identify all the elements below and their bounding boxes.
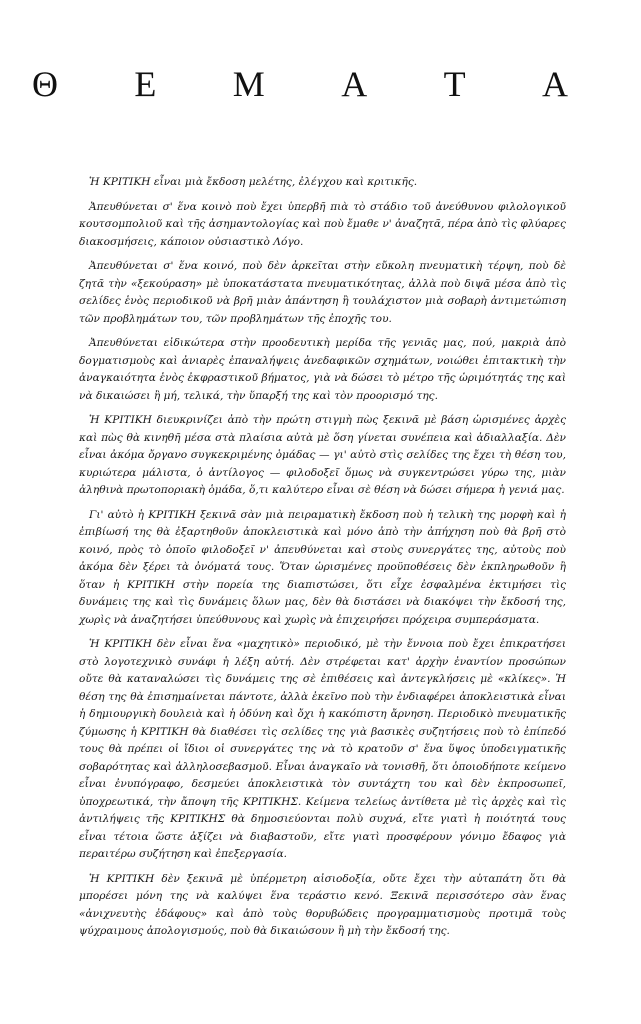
title-letter: Τ	[443, 64, 466, 104]
paragraph: Ἡ ΚΡΙΤΙΚΗ διευκρινίζει ἀπὸ τὴν πρώτη στιγμὴ πὼς ξεκινᾶ μὲ βάση ὡρισμένες ἀρχὲς καὶ πὼς θὰ κινηθῆ μέσα στὰ πλαίσια αὐτὰ μὲ ὅση γίνεται συνέπεια καὶ ἀδιαλλαξία. Δὲν εἶναι ἀκόμα ὄργανο συγκεκριμένης ὁμάδας — γι' αὐτὸ στὶς σελίδες της ἔχει τὴ θέση του, κυριώτερα μάλιστα, ὁ ἀντίλογος — φιλοδοξεῖ ὅμως νὰ συγκεντρώσει γύρω της, μιὰν ἀληθινὰ πρωτοποριακὴ ὁμάδα, ὅ,τι καλύτερο εἶναι σὲ θέση νὰ δώσει σήμερα ἡ γενιά μας.	[79, 414, 566, 496]
paragraph: Ἀπευθύνεται σ' ἕνα κοινὸ ποὺ ἔχει ὑπερβῆ πιὰ τὸ στάδιο τοῦ ἀνεύθυνου φιλολογικοῦ κουτσομπολιοῦ καὶ τῆς ἀσημαντολογίας καὶ ποὺ ἔμαθε ν' ἀναζητᾶ, πέρα ἀπὸ τὶς φλύαρες διακοσμήσεις, κάποιον οὐσιαστικὸ Λόγο.	[79, 200, 566, 248]
title-letter: Ε	[134, 64, 157, 104]
title-letter: Α	[341, 64, 368, 104]
paragraph: Γι' αὐτὸ ἡ ΚΡΙΤΙΚΗ ξεκινᾶ σὰν μιὰ πειραματικὴ ἔκδοση ποὺ ἡ τελικὴ της μορφὴ καὶ ἡ ἐπιβίωσή της θὰ ἐξαρτηθοῦν ἀποκλειστικὰ καὶ μόνο ἀπὸ τὴν ἀπήχηση ποὺ θὰ βρῆ στὸ κοινό, πρὸς τὸ ὁποῖο φιλοδοξεῖ ν' ἀπευθύνεται καὶ στοὺς συνεργάτες της, αὐτοὺς ποὺ ἀκόμα δὲν ξέρει τὰ ὀνόματά τους. Ὅταν ὡρισμένες προϋποθέσεις δὲν ἐκπληρωθοῦν ἢ ὅταν ἡ ΚΡΙΤΙΚΗ στὴν πορεία της διαπιστώσει, ὅτι εἶχε ἐσφαλμένα ἐκτιμήσει τὶς δυνάμεις της καὶ τὶς δυνάμεις ὅλων μας, δὲν θὰ διστάσει νὰ διακόψει τὴν ἔκδοσή της, χωρὶς νὰ ἀναζητήσει ὑπεύθυνους καὶ χωρὶς νὰ ἐπιχειρήσει πρόχειρα συμπεράσματα.	[79, 508, 566, 626]
paragraph: Ἀπευθύνεται σ' ἕνα κοινό, ποὺ δὲν ἀρκεῖται στὴν εὔκολη πνευματικὴ τέρψη, ποὺ δὲ ζητᾶ τὴν «ξεκούραση» μὲ ὑποκατάστατα πνευματικότητας, ἀλλὰ ποὺ διψᾶ μέσα ἀπὸ τὶς σελίδες ἑνὸς περιοδικοῦ νὰ βρῆ μιὰν ἀπάντηση ἢ τουλάχιστον μιὰ σοβαρὴ ἀντιμετώπιση τῶν προβλημάτων του, τῶν προβλημάτων τῆς ἐποχῆς του.	[79, 260, 566, 325]
paragraph: Ἡ ΚΡΙΤΙΚΗ εἶναι μιὰ ἔκδοση μελέτης, ἐλέγχου καὶ κριτικῆς.	[89, 176, 418, 188]
article-body	[79, 174, 566, 948]
paragraph: Ἀπευθύνεται εἰδικώτερα στὴν προοδευτικὴ μερίδα τῆς γενιᾶς μας, πού, μακριὰ ἀπὸ δογματισμοὺς καὶ ἀνιαρὲς ἐπαναλήψεις ἀνεδαφικῶν σχημάτων, νοιώθει ἐπιτακτικὴ τὴν ἀναγκαιότητα ἑνὸς ἐκφραστικοῦ βήματος, γιὰ νὰ δώσει τὸ μέτρο τῆς ὡριμότητάς της καὶ νὰ δικαιώσει ἢ μή, τελικά, τὴν ὕπαρξή της καὶ τὸν προορισμό της.	[79, 337, 566, 402]
page-title	[32, 66, 568, 102]
title-letter: Α	[541, 64, 568, 104]
paragraph: Ἡ ΚΡΙΤΙΚΗ δὲν ξεκινᾶ μὲ ὑπέρμετρη αἰσιοδοξία, οὔτε ἔχει τὴν αὐταπάτη ὅτι θὰ μπορέσει μόνη της νὰ καλύψει ἕνα τεράστιο κενό. Ξεκινᾶ περισσότερο σὰν ἕνας «ἀνιχνευτὴς ἐδάφους» καὶ ἀπὸ τοὺς θορυβώδεις προγραμματισμοὺς προτιμᾶ τοὺς ψύχραιμους ἀπολογισμούς, ποὺ θὰ δικαιώσουν ἢ μὴ τὴν ἔκδοσή της.	[79, 872, 566, 937]
title-letter: Μ	[232, 64, 265, 104]
paragraph: Ἡ ΚΡΙΤΙΚΗ δὲν εἶναι ἕνα «μαχητικὸ» περιοδικό, μὲ τὴν ἔννοια ποὺ ἔχει ἐπικρατήσει στὸ λογοτεχνικὸ συνάφι ἡ λέξη αὐτή. Δὲν στρέφεται κατ' ἀρχὴν ἐναντίον προσώπων οὔτε θὰ καταναλώσει τὶς δυνάμεις της σὲ ἐπιθέσεις καὶ ἀντεγκλήσεις μὲ «κλίκες». Ἡ θέση της θὰ ἐπισημαίνεται πάντοτε, ἀλλὰ ἐκεῖνο ποὺ τὴν ἐνδιαφέρει ἀποκλειστικὰ εἶναι ἡ δημιουργικὴ δουλειὰ καὶ ἡ ὁδύνη καὶ ὄχι ἡ κακόπιστη ἄρνηση. Περιοδικὸ πνευματικῆς ζύμωσης ἡ ΚΡΙΤΙΚΗ θὰ διαθέσει τὶς σελίδες της γιὰ βασικὲς συζητήσεις ποὺ τὸ ἐπίπεδό τους θὰ πρέπει οἱ ἴδιοι οἱ συνεργάτες της νὰ τὸ κρατοῦν σ' ἕνα ὕψος ὑποδειγματικῆς σοβαρότητας καὶ ἀλληλοσεβασμοῦ. Εἶναι ἀναγκαῖο νὰ τονισθῆ, ὅτι ὁποιοδήποτε κείμενο εἶναι ἐνυπόγραφο, δεσμεύει ἀποκλειστικὰ τὸν συντάχτη του καὶ δὲν ἐκπροσωπεῖ, ὑποχρεωτικά, τὴν ἄποψη τῆς ΚΡΙΤΙΚΗΣ. Κείμενα τελείως ἀντίθετα μὲ τὶς ἀρχὲς καὶ τὶς ἀντιλήψεις τῆς ΚΡΙΤΙΚΗΣ θὰ δημοσιεύονται πολὺ συχνά, εἴτε γιατὶ ἡ ποιότητά τους εἶναι τέτοια ὥστε ἀξίζει νὰ διαβαστοῦν, εἴτε γιατὶ προσφέρουν γόνιμο ἔδαφος γιὰ περαιτέρω συζήτηση καὶ ἐπεξεργασία.	[79, 638, 566, 860]
title-letter: Θ	[32, 64, 58, 104]
